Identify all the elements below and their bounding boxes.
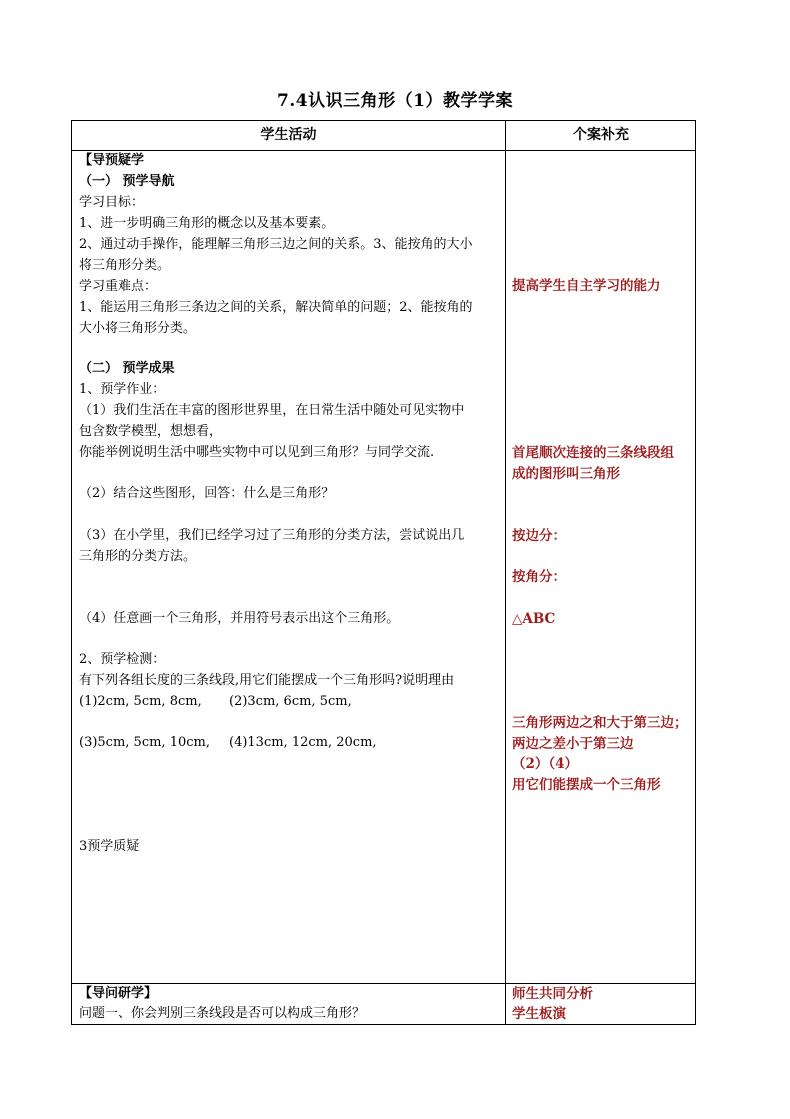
text-line: 2、通过动手操作，能理解三角形三边之间的关系。3、能按角的大小 (79, 237, 473, 252)
text-line: 大小将三角形分类。 (79, 321, 197, 336)
annotation: 提高学生自主学习的能力 (512, 278, 661, 294)
text-line: （3）在小学里，我们已经学习过了三角形的分类方法，尝试说出几 (79, 528, 465, 543)
annotation: △ABC (512, 611, 556, 627)
segment-set-3: (3)5cm, 5cm, 10cm, (79, 735, 210, 750)
segment-set-2: (2)3cm, 6cm, 5cm, (229, 694, 352, 709)
annotation: （2）（4） (512, 756, 579, 772)
annotation: 用它们能摆成一个三角形 (512, 777, 661, 793)
text-line: 问题一、你会判别三条线段是否可以构成三角形？ (79, 1006, 366, 1021)
doc-title: 7.4认识三角形（1）教学学案 (277, 91, 513, 111)
annotation: 两边之差小于第三边 (512, 736, 634, 752)
text-line: 你能举例说明生活中哪些实物中可以见到三角形？与同学交流. (79, 445, 435, 460)
text-line: 1、进一步明确三角形的概念以及基本要素。 (79, 216, 335, 231)
segment-set-1: (1)2cm, 5cm, 8cm, (79, 694, 202, 709)
subsection-preview-nav: （一） 预学导航 (79, 174, 175, 189)
annotation: 首尾顺次连接的三条线段组 (512, 445, 674, 461)
text-line: （1）我们生活在丰富的图形世界里，在日常生活中随处可见实物中 (79, 403, 465, 418)
section-divider (72, 983, 695, 984)
text-line: 2、预学检测： (79, 652, 166, 667)
section-guide-preview: 【导预疑学 (79, 153, 145, 168)
annotation: 三角形两边之和大于第三边； (512, 715, 688, 731)
text-line: 包含数学模型，想想看， (79, 424, 223, 439)
section-guide-question: 【导问研学】 (79, 986, 158, 1001)
text-line: 学习目标： (79, 195, 145, 210)
header-student-activity: 学生活动 (260, 127, 317, 143)
subsection-preview-results: （二） 预学成果 (79, 361, 175, 376)
header-divider (72, 150, 695, 151)
text-line: （4）任意画一个三角形，并用符号表示出这个三角形。 (79, 611, 400, 626)
header-case-supplement: 个案补充 (573, 127, 629, 143)
text-line: 有下列各组长度的三条线段,用它们能摆成一个三角形吗?说明理由 (79, 673, 455, 688)
text-line: （2）结合这些图形，回答：什么是三角形？ (79, 486, 335, 501)
text-line: 三角形的分类方法。 (79, 549, 197, 564)
column-divider (505, 121, 506, 1024)
text-line: 3预学质疑 (79, 839, 140, 854)
lesson-table (71, 120, 696, 1025)
annotation: 按角分： (512, 569, 566, 585)
annotation: 按边分： (512, 528, 566, 544)
segment-set-4: (4)13cm, 12cm, 20cm, (229, 735, 377, 750)
annotation: 成的图形叫三角形 (512, 466, 620, 482)
text-line: 学习重难点： (79, 279, 158, 294)
text-line: 1、能运用三角形三条边之间的关系，解决简单的问题；2、能按角的 (79, 300, 473, 315)
text-line: 1、预学作业： (79, 382, 166, 397)
annotation: 学生板演 (512, 1006, 566, 1022)
annotation: 师生共同分析 (512, 986, 593, 1002)
text-line: 将三角形分类。 (79, 258, 171, 273)
